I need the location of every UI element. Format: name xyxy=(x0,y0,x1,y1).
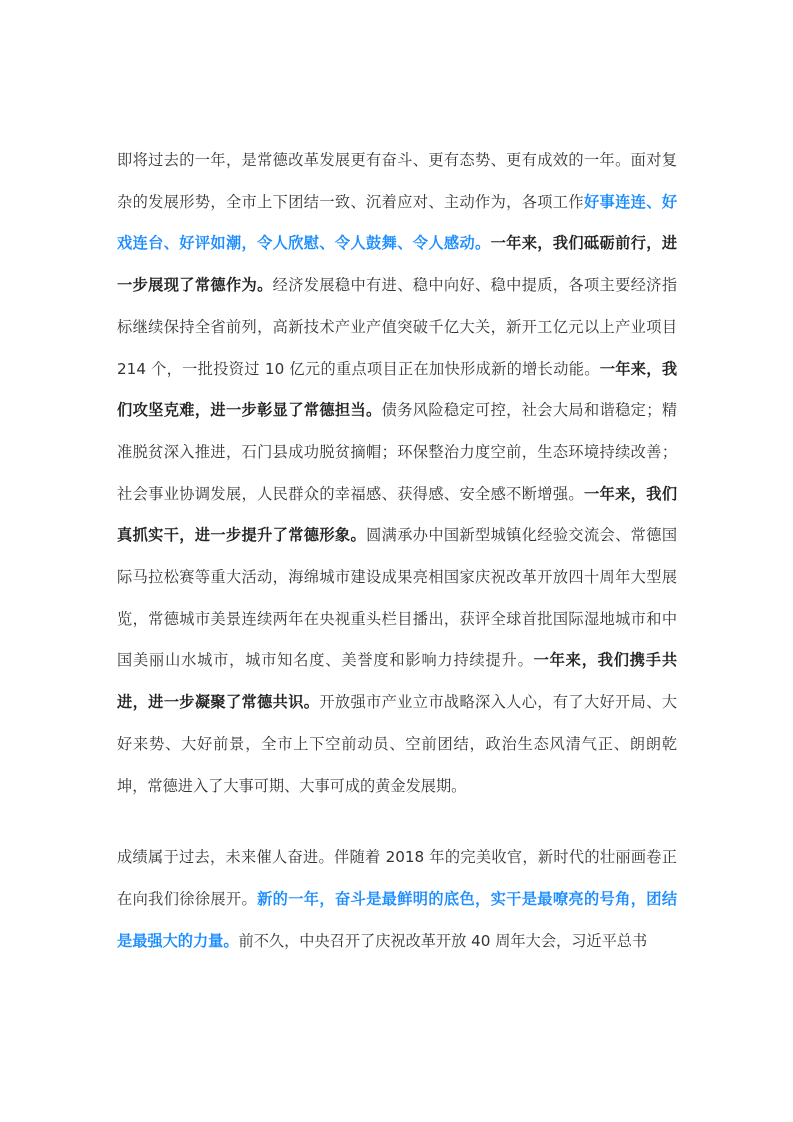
text-span: 即将过去的一年，是常德改革发展更有奋斗、更有态势、更有成效的一年。面对复杂的发展形势，全市上下团结一致、沉着应对、主动作为，各项工作 xyxy=(117,151,677,211)
text-span: 债务风险稳定可控，社会大局和谐稳定；精准脱贫深入推进，石门县成功脱贫摘帽；环保整治力度空前，生态环境持续改善；社会事业协调发展，人民群众的幸福感、获得感、安全感不断增强。 xyxy=(117,401,678,503)
text-span: 圆满承办中国新型城镇化经验交流会、常德国际马拉松赛等重大活动，海绵城市建设成果亮相国家庆祝改革开放四十周年大型展览，常德城市美景连续两年在央视重头栏目播出，获评全球首批国际湿地城市和中国美丽山水城市，城市知名度、美誉度和影响力持续提升。 xyxy=(117,526,678,670)
bold-heading-span: 一年来，我们真抓实干，进一步提升了常德形象。 xyxy=(117,484,678,545)
bold-heading-span: 一年来，我们携手共进，进一步凝聚了常德共识。 xyxy=(117,651,678,712)
text-span: 开放强市产业立市战略深入人心，有了大好开局、大好来势、大好前景，全市上下空前动员、空前团结，政治生态风清气正、朗朗乾坤，常德进入了大事可期、大事可成的黄金发展期。 xyxy=(117,693,678,795)
bold-heading-span: 一年来，我们攻坚克难，进一步彰显了常德担当。 xyxy=(117,359,678,420)
text-span: 前不久，中央召开了庆祝改革开放 40 周年大会，习近平总书 xyxy=(238,931,648,950)
paragraph-1 xyxy=(117,140,677,807)
bold-heading-span: 一年来，我们砥砺前行，进一步展现了常德作为。 xyxy=(117,234,678,295)
text-span: 经济发展稳中有进、稳中向好、稳中提质，各项主要经济指标继续保持全省前列，高新技术产业产值突破千亿大关，新开工亿元以上产业项目 214 个，一批投资过 10 亿元的重点项目正在加快形成新的增长动能。 xyxy=(117,276,678,378)
document-body xyxy=(117,140,677,962)
highlight-span: 好事连连、好戏连台、好评如潮，令人欣慰、令人鼓舞、令人感动。 xyxy=(117,192,678,253)
paragraph-2 xyxy=(117,837,677,962)
paragraph-gap xyxy=(117,807,677,837)
text-span: 成绩属于过去，未来催人奋进。伴随着 2018 年的完美收官，新时代的壮丽画卷正在向我们徐徐展开。 xyxy=(117,848,677,908)
highlight-span: 新的一年，奋斗是最鲜明的底色，实干是最嘹亮的号角，团结是最强大的力量。 xyxy=(117,889,678,950)
